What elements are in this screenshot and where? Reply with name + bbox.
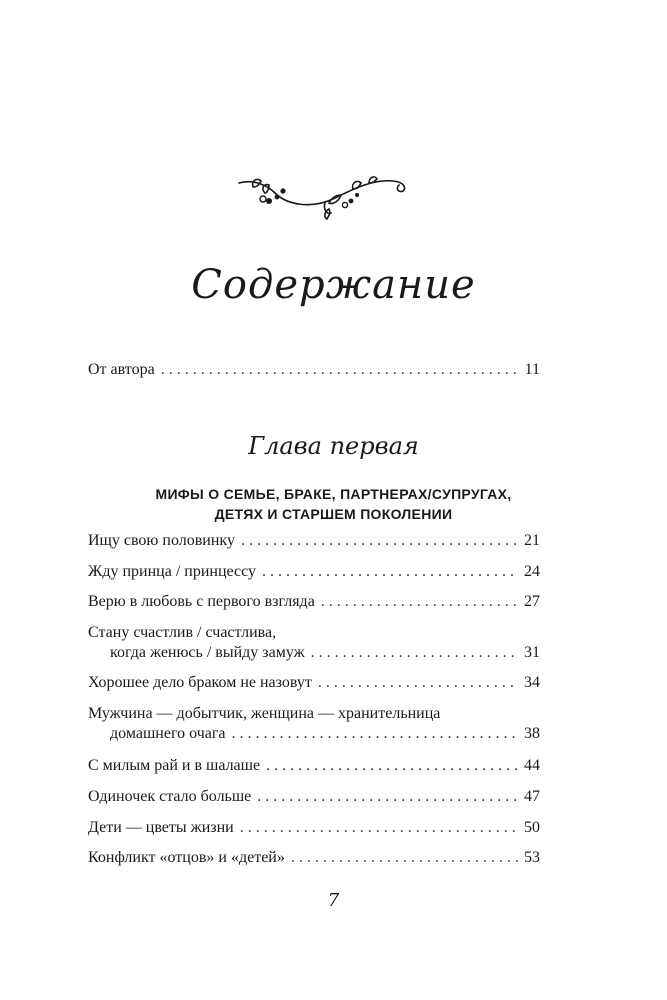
toc-entry-page: 50 bbox=[524, 819, 540, 836]
toc-entry-page: 47 bbox=[524, 788, 540, 805]
toc-entry-page: 24 bbox=[524, 563, 540, 580]
toc-entry[interactable] bbox=[88, 787, 540, 807]
chapter-heading-line1: МИФЫ О СЕМЬЕ, БРАКЕ, ПАРТНЕРАХ/СУПРУГАХ, bbox=[155, 486, 512, 502]
toc-entry-label: Верю в любовь с первого взгляда bbox=[88, 593, 315, 610]
leader-dots bbox=[240, 818, 518, 838]
page-title: Содержание bbox=[191, 262, 476, 308]
leader-dots bbox=[311, 643, 518, 663]
laurel-branch-ornament bbox=[233, 165, 413, 225]
toc-entry-label: С милым рай и в шалаше bbox=[88, 757, 261, 774]
leader-dots bbox=[321, 592, 518, 612]
toc-entry[interactable] bbox=[88, 848, 540, 868]
leader-dots bbox=[266, 756, 518, 776]
page-number: 7 bbox=[327, 890, 340, 911]
toc-entry-label: Одиночек стало больше bbox=[88, 788, 252, 805]
leader-dots bbox=[291, 848, 518, 868]
toc-entry-label: Ищу свою половинку bbox=[88, 532, 235, 549]
leader-dots bbox=[232, 724, 519, 744]
toc-entry-page: 44 bbox=[524, 757, 540, 774]
toc-entry-label: Конфликт «отцов» и «детей» bbox=[88, 849, 285, 866]
toc-entry-page: 11 bbox=[524, 361, 540, 378]
leader-dots bbox=[257, 787, 518, 807]
toc-entry[interactable] bbox=[88, 818, 540, 838]
leader-dots bbox=[262, 562, 518, 582]
toc-entry[interactable] bbox=[88, 360, 540, 380]
toc-entry-label: Хорошее дело браком не назовут bbox=[88, 674, 312, 691]
toc-entry-label: От автора bbox=[88, 361, 155, 378]
toc-entry-first-line: Стану счастлив / счастлива, bbox=[88, 624, 277, 641]
toc-entry-page: 27 bbox=[524, 593, 540, 610]
leader-dots bbox=[241, 531, 518, 551]
toc-entry-label: Жду принца / принцессу bbox=[88, 563, 257, 580]
leader-dots bbox=[161, 360, 519, 380]
toc-entry-label: когда женюсь / выйду замуж bbox=[110, 644, 305, 661]
toc-entry-page: 38 bbox=[524, 725, 540, 742]
toc-entry-label: домашнего очага bbox=[110, 725, 226, 742]
chapter-heading-line2: ДЕТЯХ И СТАРШЕМ ПОКОЛЕНИИ bbox=[214, 506, 453, 522]
chapter-script-title: Глава первая bbox=[248, 432, 419, 460]
toc-entry-page: 34 bbox=[524, 674, 540, 691]
chapter-heading bbox=[0, 484, 667, 524]
toc-entry[interactable] bbox=[88, 643, 540, 663]
toc-entry-first-line: Мужчина — добытчик, женщина — хранительница bbox=[88, 705, 441, 722]
toc-entry-label: Дети — цветы жизни bbox=[88, 819, 234, 836]
toc-entry[interactable] bbox=[88, 756, 540, 776]
toc-entry-page: 53 bbox=[524, 849, 540, 866]
toc-entry[interactable] bbox=[88, 724, 540, 744]
toc-entry-page: 31 bbox=[524, 644, 540, 661]
leader-dots bbox=[318, 673, 518, 693]
toc-entry[interactable] bbox=[88, 531, 540, 551]
toc-entry[interactable] bbox=[88, 673, 540, 693]
toc-entry-page: 21 bbox=[524, 532, 540, 549]
toc-entry[interactable] bbox=[88, 592, 540, 612]
toc-entry[interactable] bbox=[88, 562, 540, 582]
